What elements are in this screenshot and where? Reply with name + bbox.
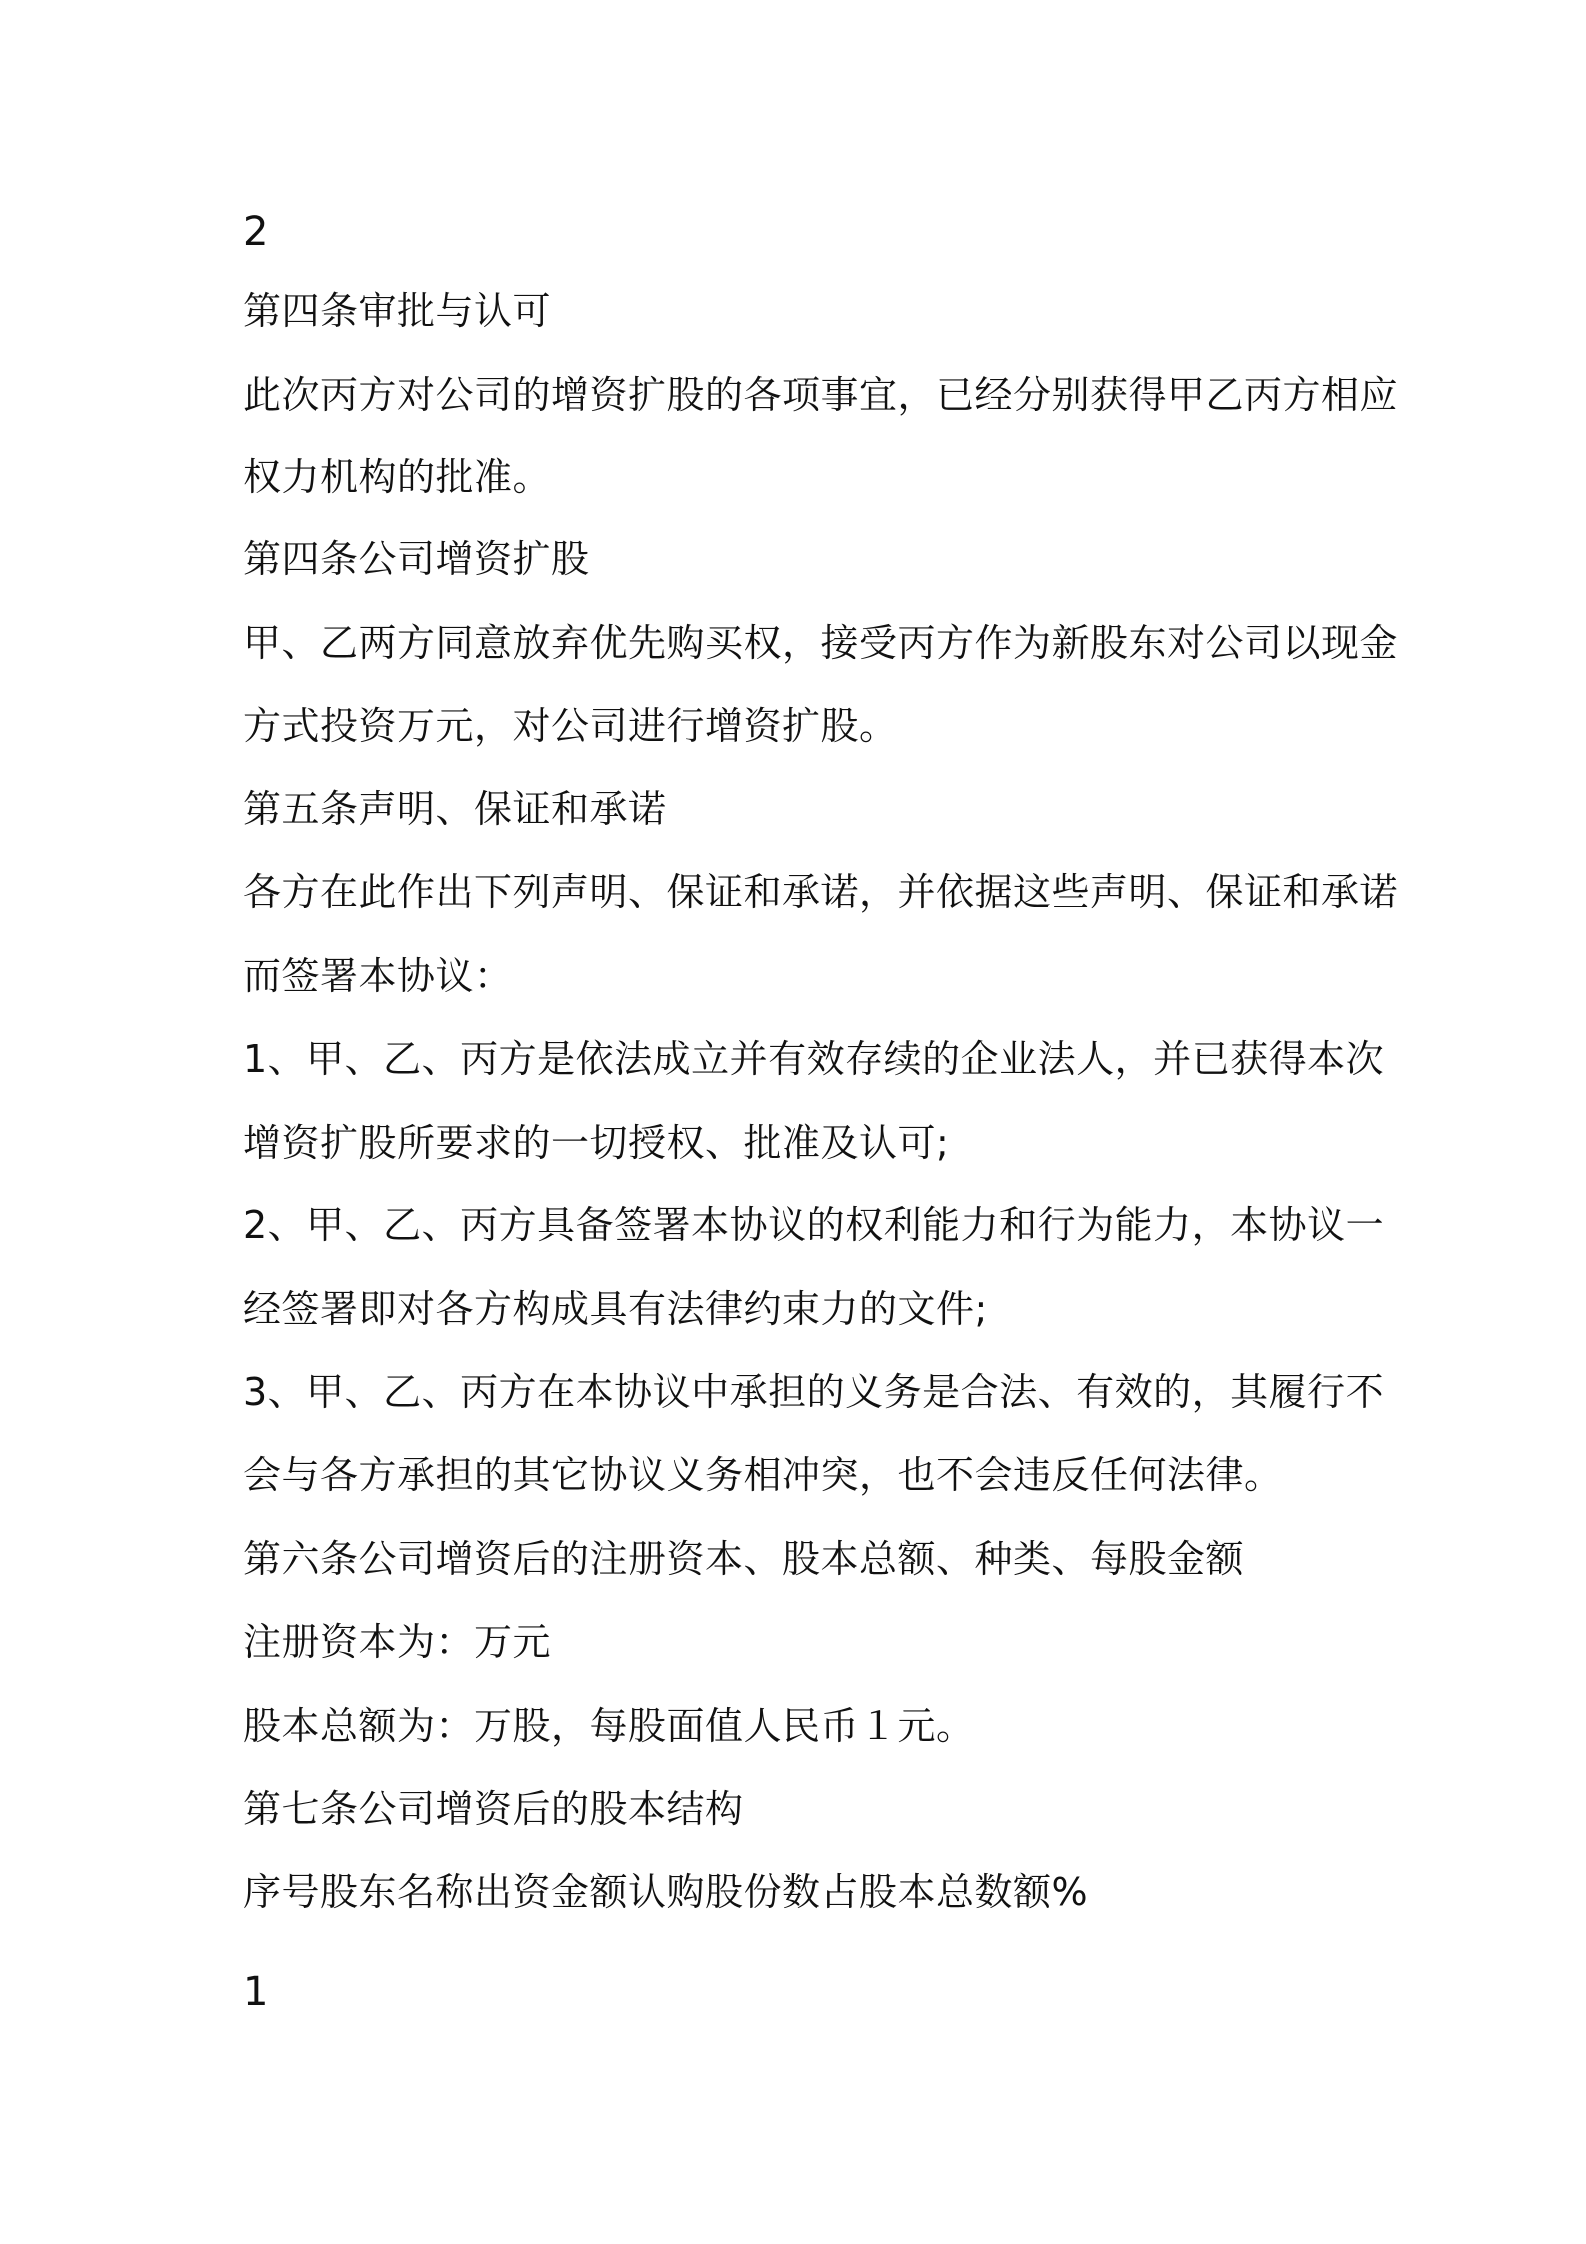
clause-2-line-1: 2、甲、乙、丙方具备签署本协议的权利能力和行为能力，本协议一 [243,1203,1385,1247]
article-5-heading: 第五条声明、保证和承诺 [243,787,667,831]
page-number-bottom: 1 [243,1969,269,2015]
clause-1-line-2: 增资扩股所要求的一切授权、批准及认可; [243,1121,950,1165]
article-4-approval-paragraph-line-2: 权力机构的批准。 [243,455,552,499]
capital-increase-paragraph-line-2: 方式投资万元，对公司进行增资扩股。 [243,704,898,748]
article-4-approval-heading: 第四条审批与认可 [243,289,552,333]
clause-2-line-2: 经签署即对各方构成具有法律约束力的文件; [243,1287,988,1331]
clause-3-line-2: 会与各方承担的其它协议义务相冲突，也不会违反任何法律。 [243,1453,1283,1497]
share-capital-line: 股本总额为：万股，每股面值人民币１元。 [243,1704,975,1748]
share-structure-columns-line: 序号股东名称出资金额认购股份数占股本总数额% [243,1870,1089,1914]
article-4-capital-increase-heading: 第四条公司增资扩股 [243,537,590,581]
declarations-paragraph-line-2: 而签署本协议： [243,954,513,998]
clause-3-line-1: 3、甲、乙、丙方在本协议中承担的义务是合法、有效的，其履行不 [243,1370,1385,1414]
article-6-heading: 第六条公司增资后的注册资本、股本总额、种类、每股金额 [243,1537,1245,1581]
clause-1-line-1: 1、甲、乙、丙方是依法成立并有效存续的企业法人，并已获得本次 [243,1037,1385,1081]
capital-increase-paragraph-line-1: 甲、乙两方同意放弃优先购买权，接受丙方作为新股东对公司以现金 [243,621,1399,665]
article-4-approval-paragraph-line-1: 此次丙方对公司的增资扩股的各项事宜，已经分别获得甲乙丙方相应 [243,373,1399,417]
declarations-paragraph-line-1: 各方在此作出下列声明、保证和承诺，并依据这些声明、保证和承诺 [243,870,1399,914]
article-7-heading: 第七条公司增资后的股本结构 [243,1787,744,1831]
registered-capital-line: 注册资本为：万元 [243,1620,552,1664]
page-number-top: 2 [243,209,269,255]
